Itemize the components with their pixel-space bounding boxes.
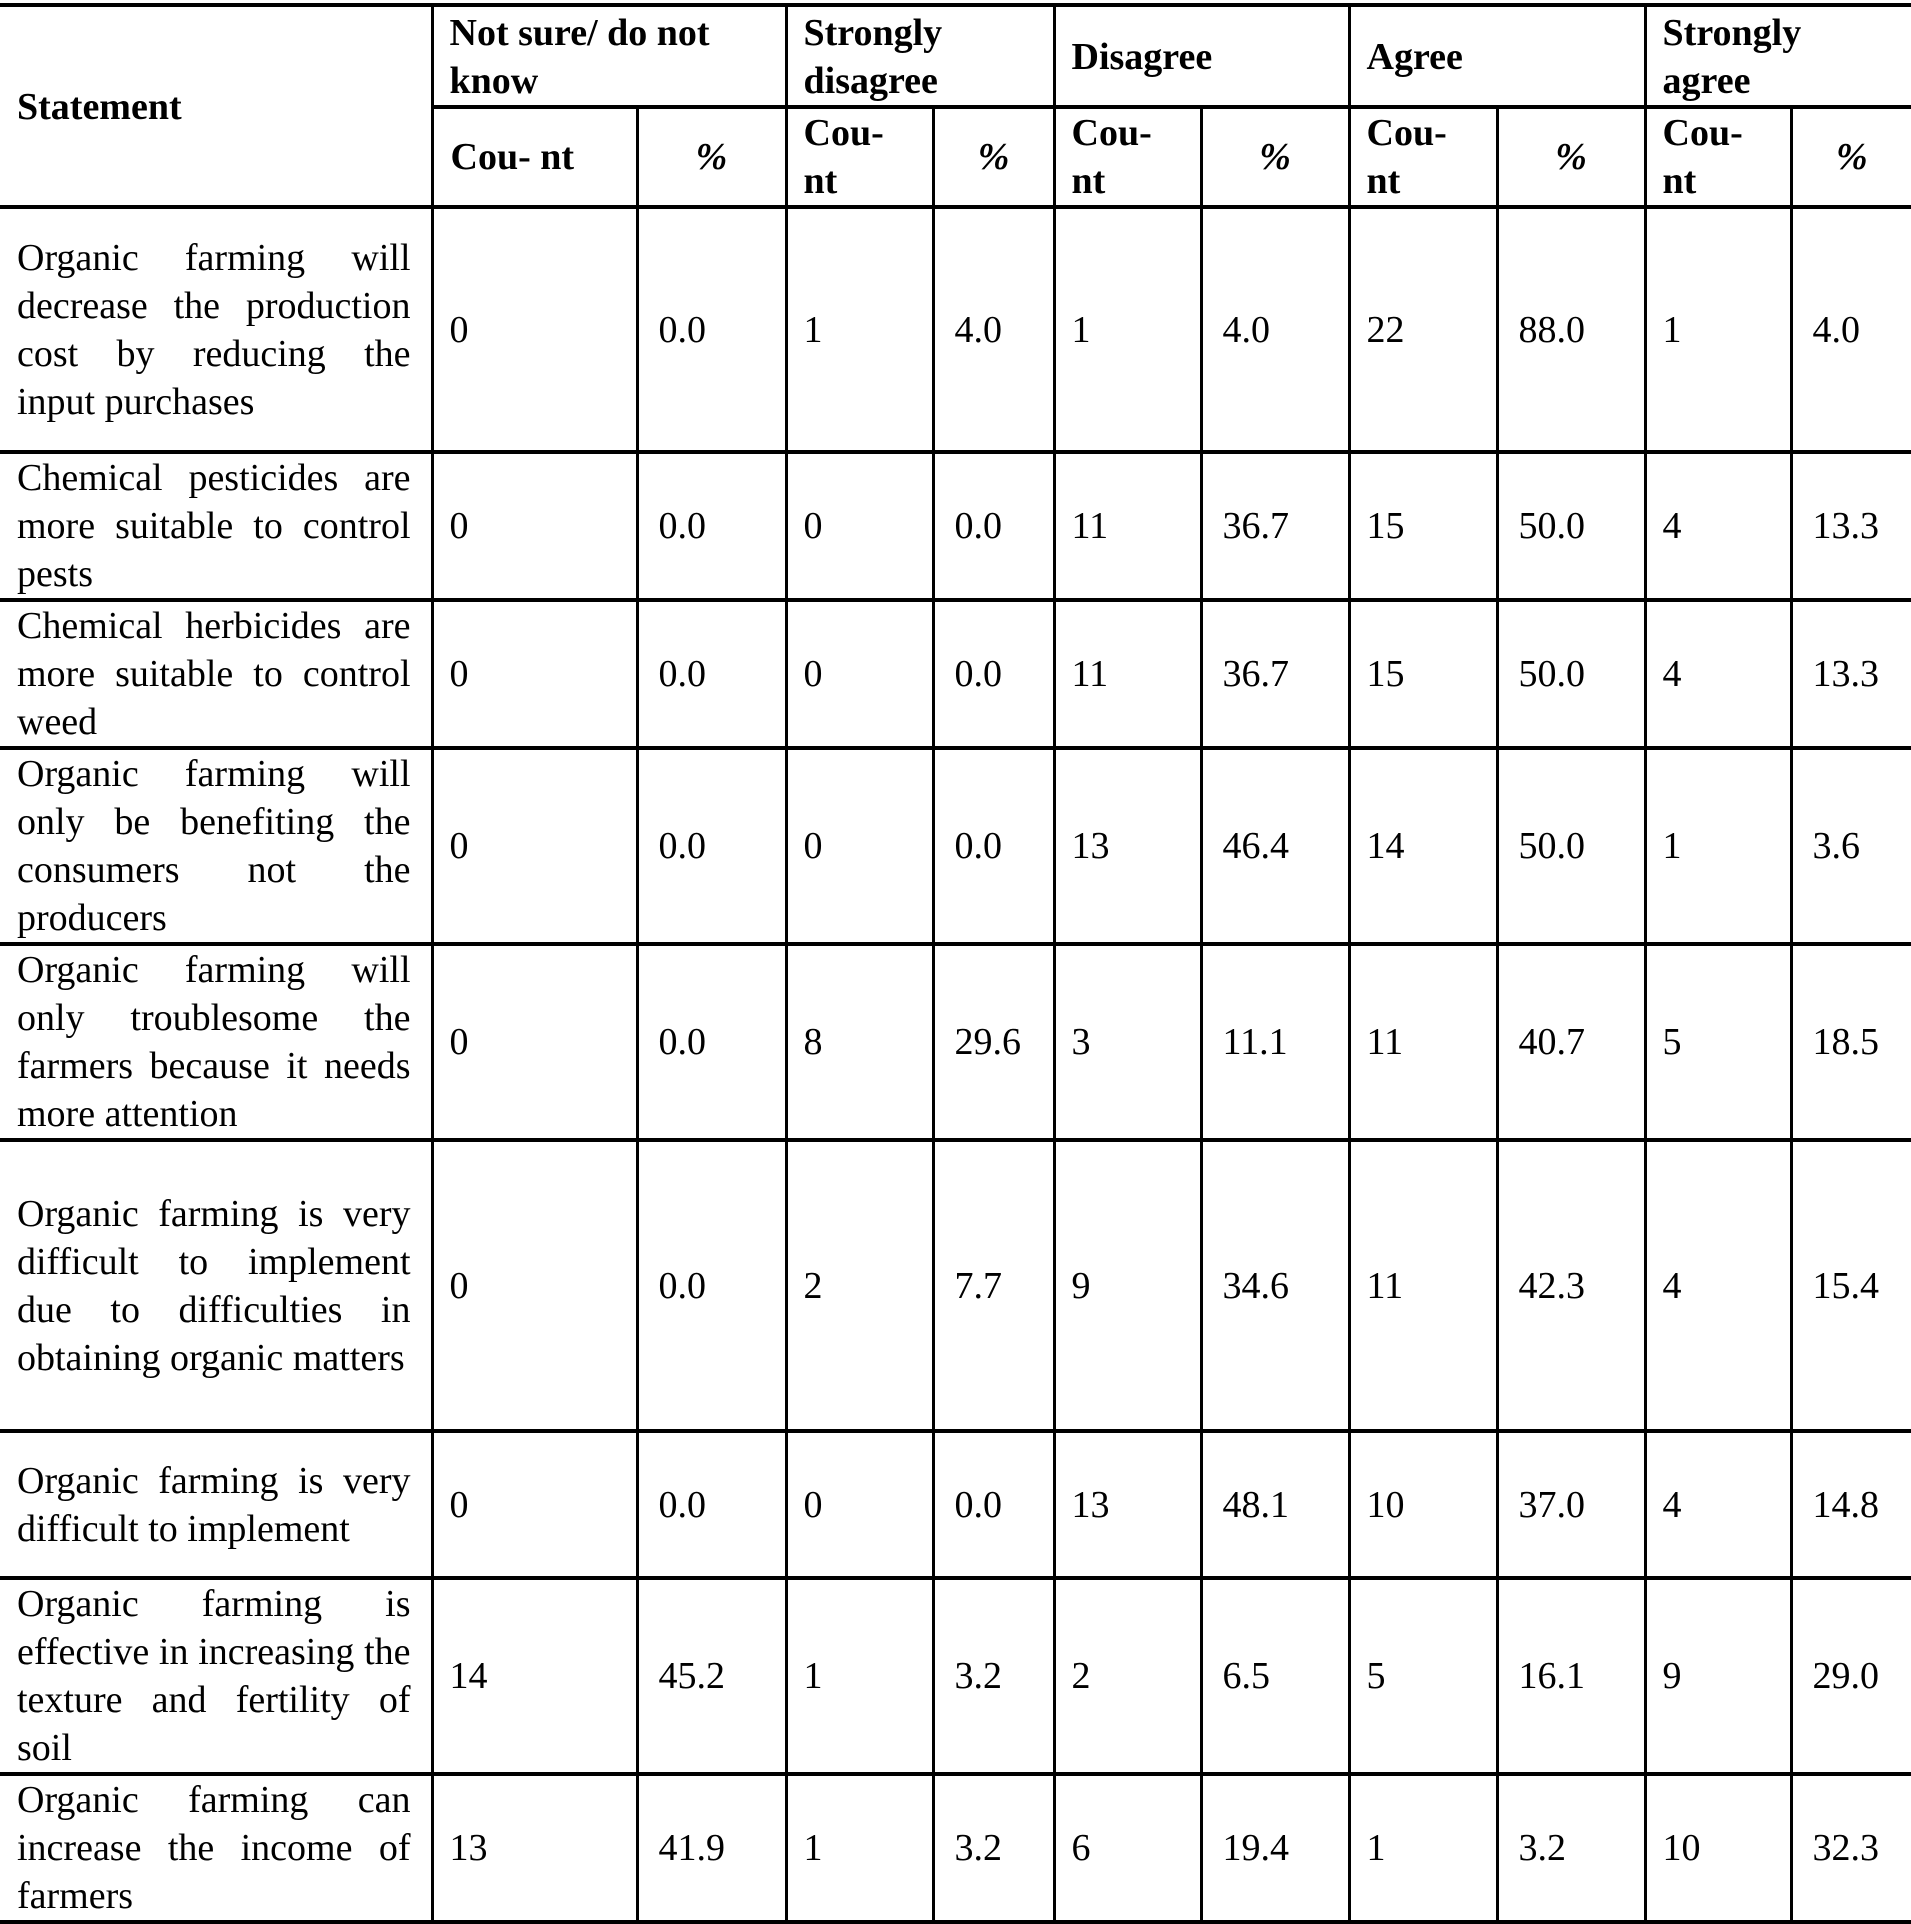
percent-cell: 0.0 — [637, 452, 786, 600]
count-cell: 8 — [786, 944, 933, 1140]
count-cell: 0 — [432, 600, 637, 748]
percent-cell: 37.0 — [1497, 1431, 1645, 1578]
count-cell: 0 — [786, 600, 933, 748]
count-cell: 2 — [1054, 1578, 1201, 1774]
count-cell: 15 — [1349, 452, 1497, 600]
percent-cell: 0.0 — [637, 600, 786, 748]
count-cell: 0 — [432, 1431, 637, 1578]
table-body — [0, 207, 1911, 1922]
statement-cell: Organic farming will only troublesome the farmers because it needs more attention — [0, 944, 432, 1140]
count-cell: 0 — [786, 452, 933, 600]
count-cell: 2 — [786, 1140, 933, 1431]
count-header: Cou- nt — [1054, 107, 1201, 207]
count-cell: 10 — [1349, 1431, 1497, 1578]
percent-cell: 0.0 — [933, 600, 1054, 748]
table-row — [0, 452, 1911, 600]
percent-header: % — [637, 107, 786, 207]
count-cell: 6 — [1054, 1774, 1201, 1922]
count-cell: 0 — [786, 748, 933, 944]
table-row — [0, 1774, 1911, 1922]
table-row — [0, 207, 1911, 452]
statement-cell: Chemical herbicides are more suitable to control weed — [0, 600, 432, 748]
count-cell: 11 — [1054, 600, 1201, 748]
group-header-agree: Agree — [1349, 5, 1645, 107]
percent-cell: 50.0 — [1497, 452, 1645, 600]
percent-cell: 29.6 — [933, 944, 1054, 1140]
group-header-not-sure: Not sure/ do not know — [432, 5, 786, 107]
count-cell: 1 — [786, 207, 933, 452]
statement-cell: Organic farming will only be benefiting the consumers not the producers — [0, 748, 432, 944]
percent-cell: 0.0 — [637, 748, 786, 944]
percent-header: % — [1497, 107, 1645, 207]
table-row — [0, 944, 1911, 1140]
group-header-disagree: Disagree — [1054, 5, 1349, 107]
count-header: Cou- nt — [1349, 107, 1497, 207]
count-cell: 0 — [432, 452, 637, 600]
count-cell: 4 — [1645, 452, 1791, 600]
percent-cell: 36.7 — [1201, 452, 1349, 600]
table-header — [0, 5, 1911, 207]
statement-cell: Organic farming is very difficult to implement — [0, 1431, 432, 1578]
count-cell: 4 — [1645, 1431, 1791, 1578]
percent-header: % — [1201, 107, 1349, 207]
percent-cell: 3.2 — [933, 1578, 1054, 1774]
percent-cell: 18.5 — [1791, 944, 1911, 1140]
count-header: Cou- nt — [1645, 107, 1791, 207]
percent-cell: 41.9 — [637, 1774, 786, 1922]
percent-cell: 7.7 — [933, 1140, 1054, 1431]
percent-cell: 42.3 — [1497, 1140, 1645, 1431]
count-cell: 4 — [1645, 1140, 1791, 1431]
percent-cell: 16.1 — [1497, 1578, 1645, 1774]
percent-cell: 0.0 — [637, 1431, 786, 1578]
survey-results-table — [0, 3, 1911, 1924]
percent-cell: 0.0 — [637, 944, 786, 1140]
percent-cell: 34.6 — [1201, 1140, 1349, 1431]
count-cell: 13 — [1054, 748, 1201, 944]
table-row — [0, 1578, 1911, 1774]
statement-cell: Organic farming can increase the income of farmers — [0, 1774, 432, 1922]
percent-cell: 0.0 — [933, 1431, 1054, 1578]
table-row — [0, 600, 1911, 748]
count-cell: 5 — [1645, 944, 1791, 1140]
percent-cell: 4.0 — [1201, 207, 1349, 452]
statement-cell: Organic farming is very difficult to implement due to difficulties in obtaining organic matters — [0, 1140, 432, 1431]
count-cell: 1 — [1645, 748, 1791, 944]
count-cell: 1 — [1645, 207, 1791, 452]
count-cell: 10 — [1645, 1774, 1791, 1922]
count-cell: 0 — [432, 944, 637, 1140]
percent-cell: 48.1 — [1201, 1431, 1349, 1578]
percent-cell: 15.4 — [1791, 1140, 1911, 1431]
count-cell: 0 — [432, 1140, 637, 1431]
count-cell: 14 — [1349, 748, 1497, 944]
count-cell: 11 — [1054, 452, 1201, 600]
percent-cell: 3.6 — [1791, 748, 1911, 944]
group-header-strongly-disagree: Strongly disagree — [786, 5, 1054, 107]
percent-cell: 19.4 — [1201, 1774, 1349, 1922]
percent-header: % — [933, 107, 1054, 207]
percent-cell: 4.0 — [1791, 207, 1911, 452]
count-cell: 1 — [1349, 1774, 1497, 1922]
count-cell: 0 — [432, 748, 637, 944]
table-row — [0, 1431, 1911, 1578]
group-header-strongly-agree: Strongly agree — [1645, 5, 1911, 107]
header-row-groups — [0, 5, 1911, 107]
count-cell: 0 — [432, 207, 637, 452]
percent-header: % — [1791, 107, 1911, 207]
count-cell: 1 — [1054, 207, 1201, 452]
percent-cell: 14.8 — [1791, 1431, 1911, 1578]
count-cell: 1 — [786, 1774, 933, 1922]
percent-cell: 46.4 — [1201, 748, 1349, 944]
percent-cell: 13.3 — [1791, 452, 1911, 600]
percent-cell: 0.0 — [933, 452, 1054, 600]
count-cell: 9 — [1054, 1140, 1201, 1431]
count-cell: 1 — [786, 1578, 933, 1774]
statement-cell: Chemical pesticides are more suitable to control pests — [0, 452, 432, 600]
percent-cell: 11.1 — [1201, 944, 1349, 1140]
count-cell: 11 — [1349, 944, 1497, 1140]
percent-cell: 0.0 — [933, 748, 1054, 944]
percent-cell: 50.0 — [1497, 600, 1645, 748]
count-cell: 5 — [1349, 1578, 1497, 1774]
statement-cell: Organic farming will decrease the production cost by reducing the input purchases — [0, 207, 432, 452]
percent-cell: 29.0 — [1791, 1578, 1911, 1774]
count-cell: 3 — [1054, 944, 1201, 1140]
percent-cell: 4.0 — [933, 207, 1054, 452]
percent-cell: 13.3 — [1791, 600, 1911, 748]
count-cell: 9 — [1645, 1578, 1791, 1774]
percent-cell: 3.2 — [933, 1774, 1054, 1922]
count-cell: 13 — [432, 1774, 637, 1922]
percent-cell: 36.7 — [1201, 600, 1349, 748]
count-header: Cou- nt — [432, 107, 637, 207]
count-cell: 13 — [1054, 1431, 1201, 1578]
count-cell: 0 — [786, 1431, 933, 1578]
count-cell: 22 — [1349, 207, 1497, 452]
percent-cell: 50.0 — [1497, 748, 1645, 944]
statement-column-header: Statement — [0, 5, 432, 207]
count-cell: 14 — [432, 1578, 637, 1774]
table-row — [0, 748, 1911, 944]
statement-cell: Organic farming is effective in increasing the texture and fertility of soil — [0, 1578, 432, 1774]
percent-cell: 40.7 — [1497, 944, 1645, 1140]
percent-cell: 45.2 — [637, 1578, 786, 1774]
percent-cell: 6.5 — [1201, 1578, 1349, 1774]
percent-cell: 32.3 — [1791, 1774, 1911, 1922]
count-cell: 4 — [1645, 600, 1791, 748]
table-row — [0, 1140, 1911, 1431]
percent-cell: 0.0 — [637, 1140, 786, 1431]
count-cell: 15 — [1349, 600, 1497, 748]
percent-cell: 3.2 — [1497, 1774, 1645, 1922]
percent-cell: 88.0 — [1497, 207, 1645, 452]
count-header: Cou- nt — [786, 107, 933, 207]
count-cell: 11 — [1349, 1140, 1497, 1431]
percent-cell: 0.0 — [637, 207, 786, 452]
